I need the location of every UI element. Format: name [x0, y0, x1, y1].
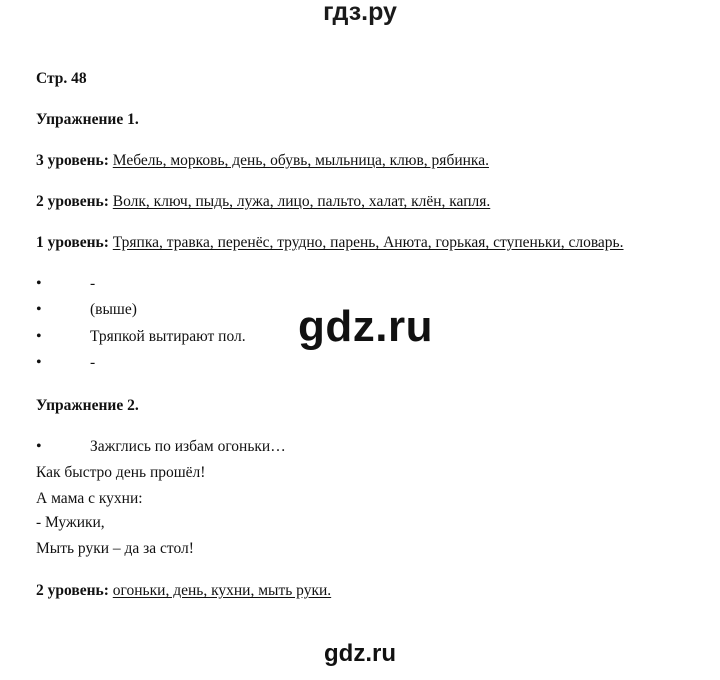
exercise1-level1 [36, 234, 624, 252]
bullet-dot-icon: • [36, 301, 42, 318]
exercise1-title: Упражнение 1. [36, 111, 139, 128]
level1-words: Тряпка, травка, перенёс, трудно, парень, Анюта, горькая, ступеньки, словарь. [112, 234, 624, 251]
level2-words: Волк, ключ, пыдь, лужа, лицо, пальто, халат, клён, капля. [112, 193, 491, 210]
exercise2-level2 [36, 582, 331, 600]
level2-words: огоньки, день, кухни, мыть руки. [112, 582, 332, 599]
exercise1-level2 [36, 193, 490, 211]
bullet-text: Тряпкой вытирают пол. [90, 328, 246, 345]
bullet-text: - [90, 275, 96, 292]
bullet-dot-icon: • [36, 354, 42, 371]
level3-label: 3 уровень: [36, 152, 109, 169]
poem-line: Как быстро день прошёл! [36, 464, 206, 481]
bullet-text: - [90, 354, 96, 371]
site-footer: gdz.ru [324, 640, 396, 667]
page-label: Стр. 48 [36, 70, 87, 87]
exercise2-title: Упражнение 2. [36, 397, 139, 414]
bullet-text: (выше) [90, 301, 137, 318]
bullet-dot-icon: • [36, 328, 42, 345]
level2-label: 2 уровень: [36, 193, 109, 210]
poem-line: Мыть руки – да за стол! [36, 540, 194, 557]
level1-label: 1 уровень: [36, 234, 109, 251]
level2-label: 2 уровень: [36, 582, 109, 599]
bullet-text: Зажглись по избам огоньки… [90, 438, 286, 455]
bullet-dot-icon: • [36, 275, 42, 292]
watermark: gdz.ru [298, 302, 433, 351]
exercise1-level3 [36, 152, 489, 170]
bullet-dot-icon: • [36, 438, 42, 455]
level3-words: Мебель, морковь, день, обувь, мыльница, клюв, рябинка. [112, 152, 489, 169]
site-header: гдз.ру [323, 0, 397, 26]
poem-line: - Мужики, [36, 514, 105, 531]
poem-line: А мама с кухни: [36, 490, 143, 507]
